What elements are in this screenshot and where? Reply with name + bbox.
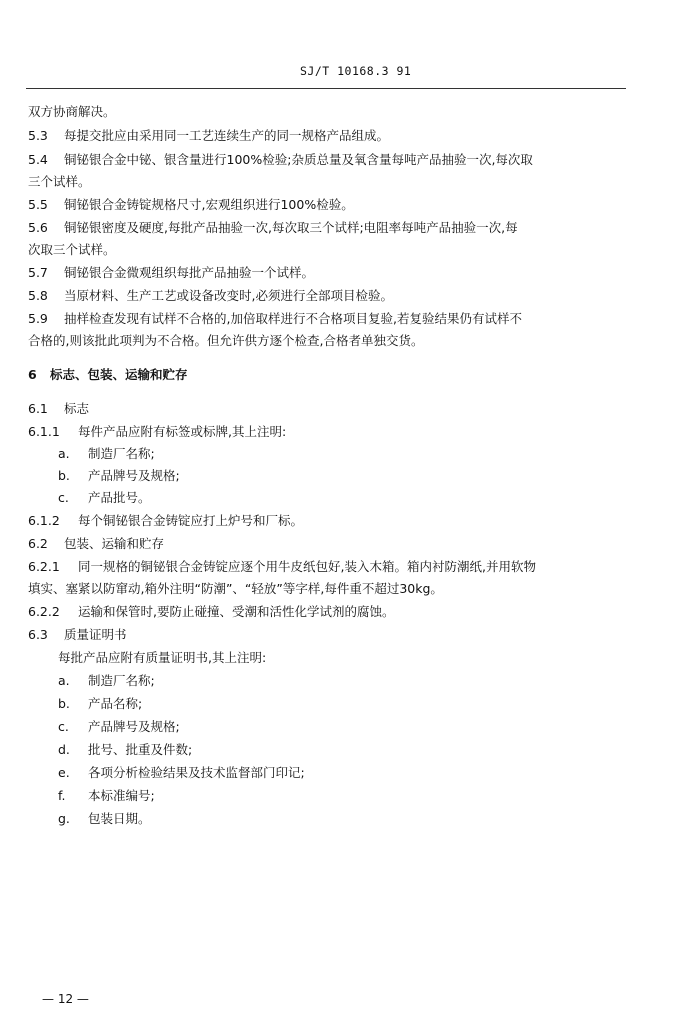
section-6-heading: 6 标志、包装、运输和贮存	[28, 367, 188, 382]
clause-5-9: 5.9 抽样检查发现有试样不合格的,加倍取样进行不合格项目复验,若复验结果仍有试样不	[28, 311, 522, 326]
text-line: 三个试样。	[28, 174, 91, 189]
page-header: SJ/T 10168.3 91	[300, 64, 412, 78]
text-line: 每批产品应附有质量证明书,其上注明:	[58, 650, 267, 665]
list-item: a. 制造厂名称;	[58, 446, 155, 461]
clause-5-8: 5.8 当原材料、生产工艺或设备改变时,必须进行全部项目检验。	[28, 288, 393, 303]
clause-6-2-2: 6.2.2 运输和保管时,要防止碰撞、受潮和活性化学试剂的腐蚀。	[28, 604, 395, 619]
list-item: d. 批号、批重及件数;	[58, 742, 193, 757]
list-item: f. 本标准编号;	[58, 788, 155, 803]
clause-6-1-2: 6.1.2 每个铜铋银合金铸锭应打上炉号和厂标。	[28, 513, 304, 528]
clause-5-4: 5.4 铜铋银合金中铋、银含量进行100%检验;杂质总量及氧含量每吨产品抽验一次,每次取	[28, 152, 533, 167]
header-rule	[26, 88, 626, 89]
clause-5-3: 5.3 每提交批应由采用同一工艺连续生产的同一规格产品组成。	[28, 128, 390, 143]
list-item: b. 产品牌号及规格;	[58, 468, 180, 483]
text-line: 填实、塞紧以防窜动,箱外注明“防潮”、“轻放”等字样,每件重不超过30kg。	[28, 581, 443, 596]
list-item: b. 产品名称;	[58, 696, 143, 711]
clause-5-5: 5.5 铜铋银合金铸锭规格尺寸,宏观组织进行100%检验。	[28, 197, 354, 212]
clause-6-1: 6.1 标志	[28, 401, 90, 416]
clause-6-1-1: 6.1.1 每件产品应附有标签或标牌,其上注明:	[28, 424, 287, 439]
clause-5-6: 5.6 铜铋银密度及硬度,每批产品抽验一次,每次取三个试样;电阻率每吨产品抽验一次,每	[28, 220, 518, 235]
clause-6-3: 6.3 质量证明书	[28, 627, 127, 642]
text-line: 双方协商解决。	[28, 104, 116, 119]
list-item: c. 产品牌号及规格;	[58, 719, 180, 734]
list-item: c. 产品批号。	[58, 490, 151, 505]
list-item: e. 各项分析检验结果及技术监督部门印记;	[58, 765, 305, 780]
clause-6-2-1: 6.2.1 同一规格的铜铋银合金铸锭应逐个用牛皮纸包好,装入木箱。箱内衬防潮纸,并用软物	[28, 559, 536, 574]
list-item: g. 包装日期。	[58, 811, 151, 826]
page-number: — 12 —	[42, 992, 89, 1006]
clause-5-7: 5.7 铜铋银合金微观组织每批产品抽验一个试样。	[28, 265, 315, 280]
text-line: 合格的,则该批此项判为不合格。但允许供方逐个检查,合格者单独交货。	[28, 333, 424, 348]
clause-6-2: 6.2 包装、运输和贮存	[28, 536, 165, 551]
list-item: a. 制造厂名称;	[58, 673, 155, 688]
text-line: 次取三个试样。	[28, 242, 116, 257]
